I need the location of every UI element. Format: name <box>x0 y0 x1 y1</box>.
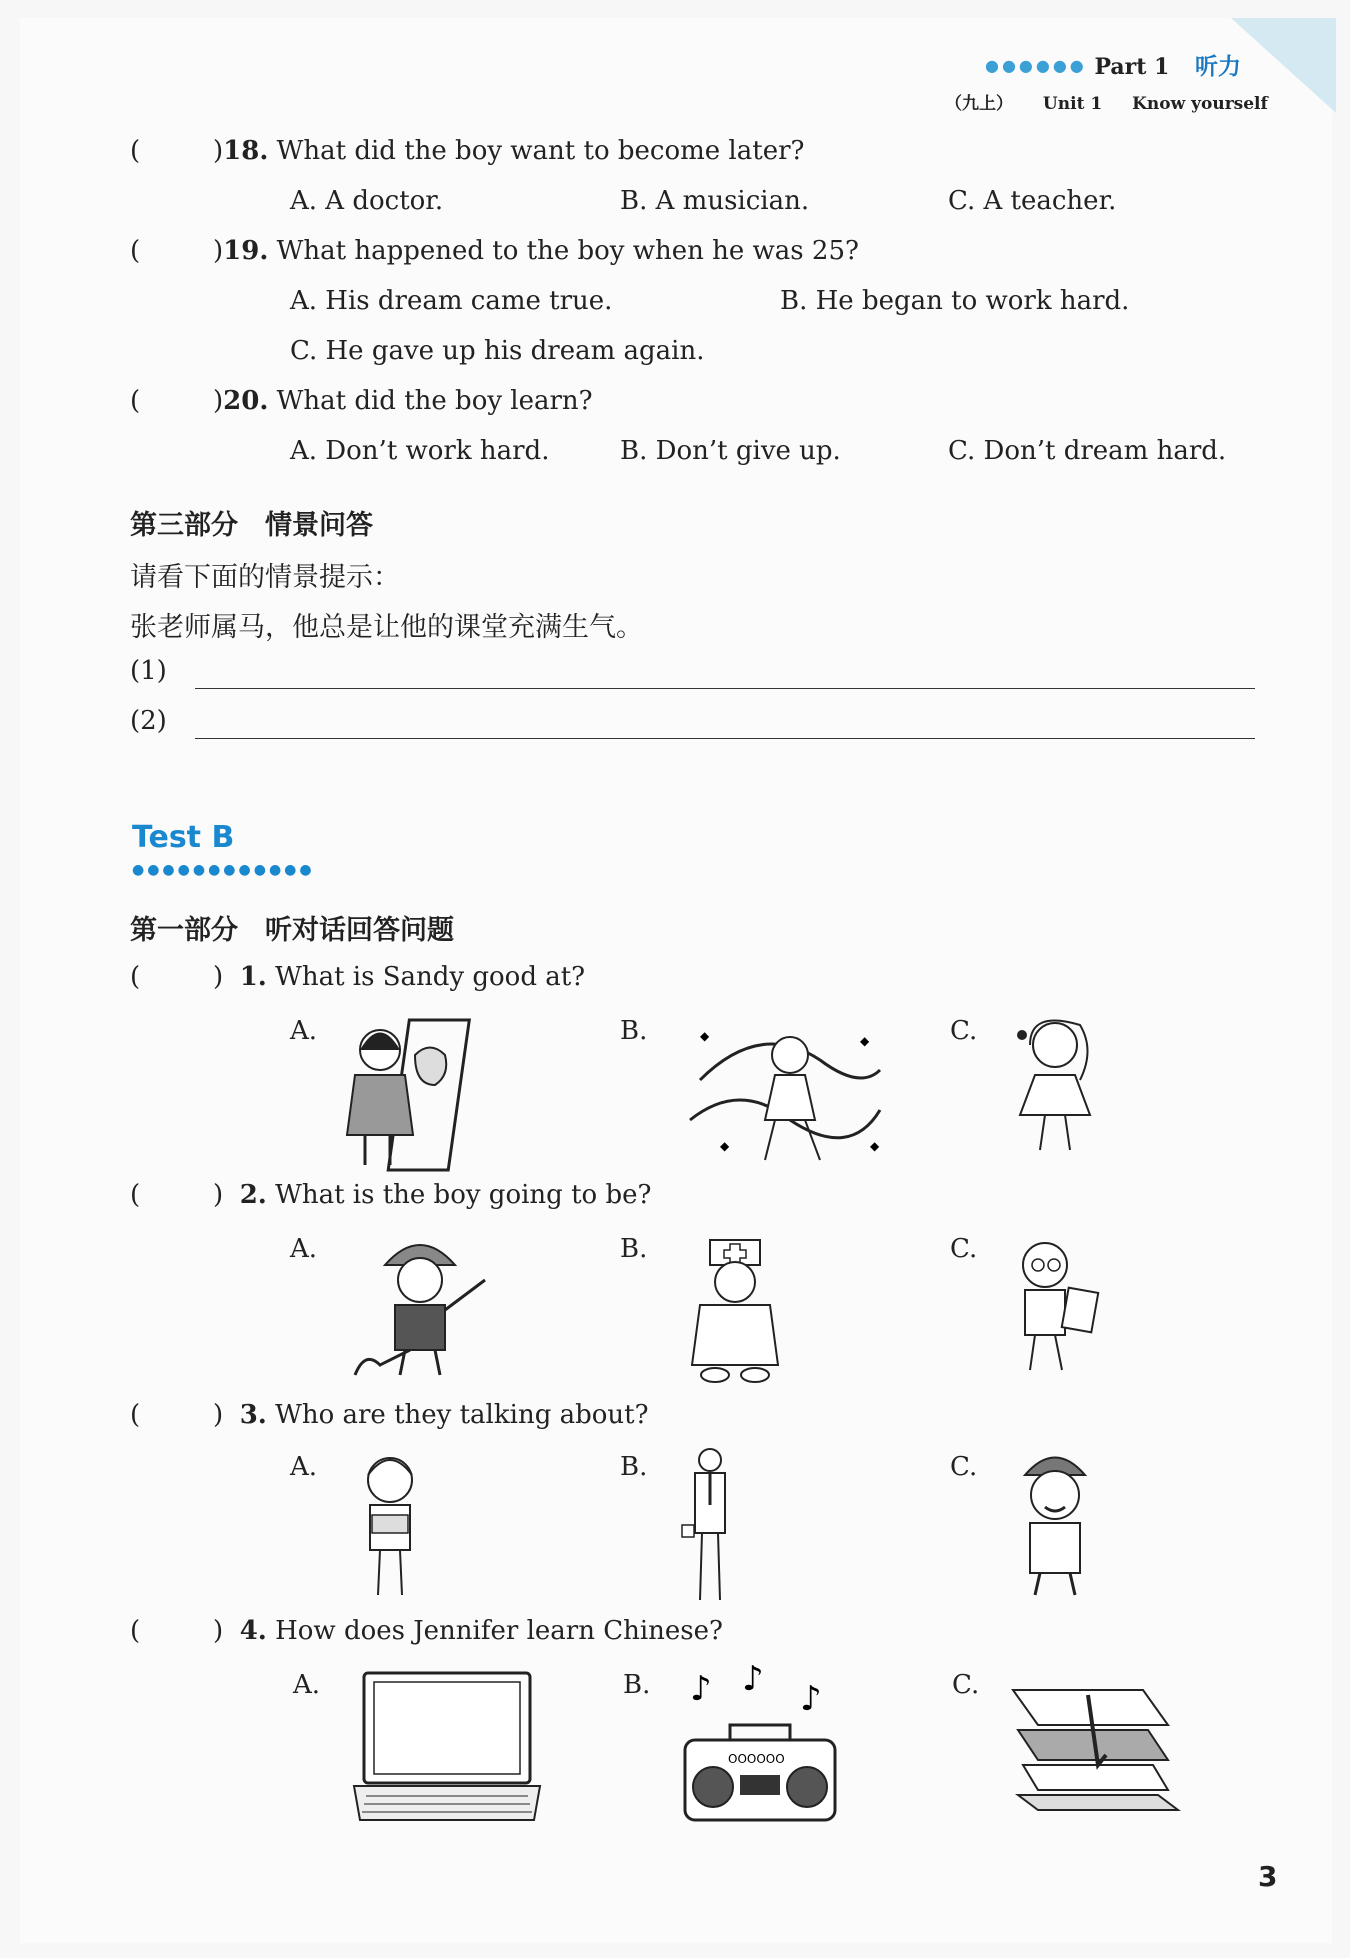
paren-close: ) <box>213 1400 224 1430</box>
question-number: 3. <box>239 1400 267 1430</box>
question-18 <box>213 136 804 166</box>
option-a: A. A doctor. <box>290 186 444 216</box>
paren-close: ) <box>213 236 224 266</box>
testb-question-4 <box>213 1616 723 1646</box>
singing-girl-image <box>1000 1010 1110 1160</box>
question-number: 18. <box>223 136 269 166</box>
teacher-boy-image <box>1000 1230 1110 1380</box>
svg-text:◆: ◆ <box>720 1139 730 1153</box>
painting-girl-image <box>340 1015 490 1175</box>
page-number: 3 <box>1258 1860 1278 1893</box>
header-part-label: Part 1 <box>1094 54 1170 80</box>
header-dots: ●●●●●● <box>985 56 1087 75</box>
svg-text:◆: ◆ <box>860 1034 870 1048</box>
books-icon <box>1008 1665 1188 1820</box>
option-c-label: C. <box>952 1670 980 1700</box>
testb-question-1 <box>213 962 585 992</box>
option-b-label: B. <box>620 1234 648 1264</box>
radio-icon <box>680 1665 840 1830</box>
man-in-suit-image <box>680 1445 740 1605</box>
option-b-label: B. <box>623 1670 651 1700</box>
question-text: What is Sandy good at? <box>275 962 586 992</box>
question-text: Who are they talking about? <box>275 1400 649 1430</box>
header-unit-title: Know yourself <box>1132 94 1268 114</box>
option-a-label: A. <box>290 1234 318 1264</box>
question-number: 2. <box>239 1180 267 1210</box>
option-a-label: A. <box>293 1670 321 1700</box>
paren-close: ) <box>213 1180 224 1210</box>
doctor-image <box>680 1230 790 1385</box>
testb-question-3 <box>213 1400 649 1430</box>
option-c: C. A teacher. <box>948 186 1117 216</box>
question-text: What is the boy going to be? <box>275 1180 652 1210</box>
test-b-title: Test B <box>132 820 235 855</box>
answer-paren-open: ( <box>130 1400 141 1430</box>
svg-text:♪: ♪ <box>690 1669 712 1709</box>
option-a: A. Don’t work hard. <box>290 436 550 466</box>
question-number: 20. <box>223 386 269 416</box>
svg-text:♪: ♪ <box>742 1665 764 1699</box>
svg-text:◆: ◆ <box>700 1029 710 1043</box>
question-text: What did the boy learn? <box>276 386 593 416</box>
option-c-label: C. <box>950 1234 978 1264</box>
option-b: B. Don’t give up. <box>620 436 841 466</box>
answer-paren-open: ( <box>130 136 141 166</box>
old-man-image <box>1005 1445 1105 1605</box>
testb-question-2 <box>213 1180 651 1210</box>
question-20 <box>213 386 593 416</box>
paren-close: ) <box>213 386 224 416</box>
option-b-label: B. <box>620 1452 648 1482</box>
option-b-label: B. <box>620 1016 648 1046</box>
svg-text:OOOOOO: OOOOOO <box>728 1752 785 1766</box>
option-c: C. Don’t dream hard. <box>948 436 1227 466</box>
option-a-label: A. <box>290 1016 318 1046</box>
header-section: 听力 <box>1195 54 1242 80</box>
option-c-label: C. <box>950 1452 978 1482</box>
blank-label-2: (2) <box>130 706 167 736</box>
blank-label-1: (1) <box>130 656 167 686</box>
paren-close: ) <box>213 136 224 166</box>
svg-text:◆: ◆ <box>870 1139 880 1153</box>
question-number: 1. <box>239 962 267 992</box>
part3-scenario: 张老师属马，他总是让他的课堂充满生气。 <box>130 612 643 643</box>
answer-paren-open: ( <box>130 236 141 266</box>
option-a: A. His dream came true. <box>290 286 613 316</box>
question-text: What did the boy want to become later? <box>276 136 805 166</box>
option-b: B. A musician. <box>620 186 810 216</box>
answer-line-2[interactable] <box>195 738 1255 739</box>
laptop-icon <box>352 1668 542 1828</box>
header-unit <box>945 89 1292 114</box>
answer-paren-open: ( <box>130 386 141 416</box>
boy-reading-image <box>350 1450 430 1605</box>
question-text: How does Jennifer learn Chinese? <box>275 1616 723 1646</box>
test-b-dots: ●●●●●●●●●●●● <box>132 862 315 878</box>
part3-prompt: 请看下面的情景提示： <box>130 562 400 593</box>
option-c: C. He gave up his dream again. <box>290 336 705 366</box>
worker-boy-image <box>350 1230 490 1380</box>
answer-paren-open: ( <box>130 1180 141 1210</box>
option-b: B. He began to work hard. <box>780 286 1130 316</box>
answer-paren-open: ( <box>130 1616 141 1646</box>
paren-close: ) <box>213 962 224 992</box>
option-c-label: C. <box>950 1016 978 1046</box>
question-number: 4. <box>239 1616 267 1646</box>
answer-line-1[interactable] <box>195 688 1255 689</box>
question-number: 19. <box>223 236 269 266</box>
testb-part1-title: 第一部分 听对话回答问题 <box>130 915 454 946</box>
part3-title: 第三部分 情景问答 <box>130 510 373 541</box>
header-grade: （九上） <box>945 94 1013 114</box>
svg-text:♪: ♪ <box>800 1679 822 1719</box>
answer-paren-open: ( <box>130 962 141 992</box>
question-19 <box>213 236 859 266</box>
paren-close: ) <box>213 1616 224 1646</box>
option-a-label: A. <box>290 1452 318 1482</box>
question-text: What happened to the boy when he was 25? <box>276 236 859 266</box>
dancing-girl-image <box>680 1010 900 1170</box>
header-part <box>985 48 1241 81</box>
header-unit-label: Unit 1 <box>1042 94 1103 114</box>
